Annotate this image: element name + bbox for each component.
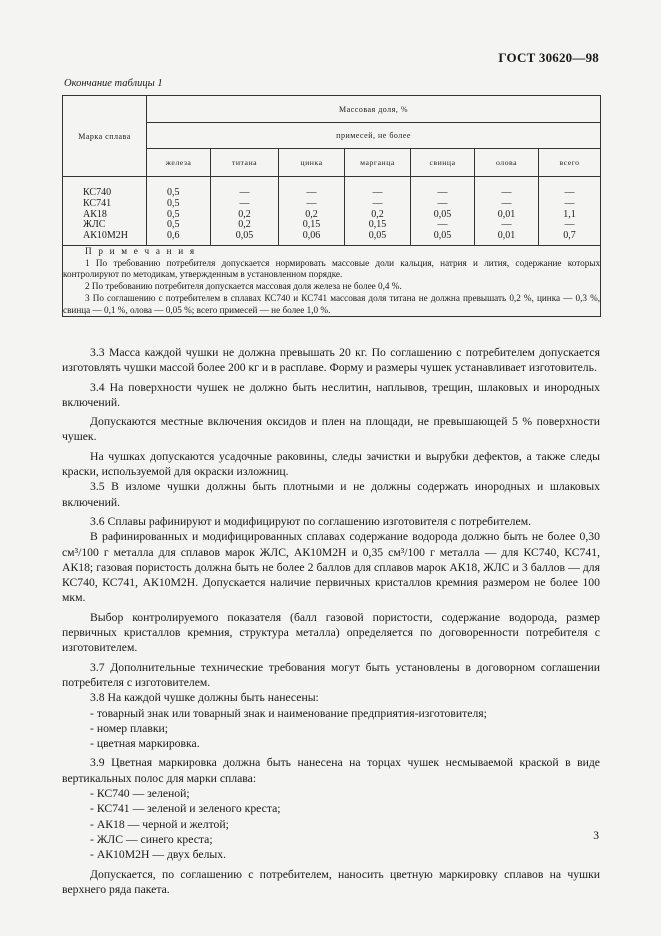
iron-values-cell: [147, 177, 211, 246]
paragraph: 3.7 Дополнительные технические требования могут быть установлены в договорном соглашении потребителя с изготовителем.: [62, 660, 600, 689]
table-value: 0,2: [371, 208, 384, 220]
table-value: —: [564, 219, 575, 231]
table-value: 0,5: [167, 208, 180, 220]
paragraph: 3.8 На каждой чушке должны быть нанесены:: [90, 691, 319, 705]
table-value: 0,6: [167, 230, 180, 242]
paragraph: Выбор контролируемого показателя (балл газовой пористости, содержание водорода, размер первичных кристаллов кремния, структура металла) определяется по договоренности потребителя с изготовителем.: [62, 610, 600, 655]
table-value: 0,2: [305, 208, 318, 220]
table-value: —: [564, 197, 575, 209]
note-item: 3 По соглашению с потребителем в сплавах КС740 и КС741 массовая доля титана не должна превышать 0,2 %, цинка — 0,3 %, свинца — 0,1 %, олова — 0,05 %; всего примесей — не более 1,0 %.: [63, 292, 601, 315]
list-item: - АК10М2Н — двух белых.: [90, 848, 227, 862]
table-value: —: [501, 197, 512, 209]
table-value: —: [239, 187, 250, 199]
paragraph: Допускаются местные включения оксидов и плен на площади, не превышающей 5 % поверхности чушек.: [62, 415, 600, 444]
table-value: —: [564, 187, 575, 199]
brand-name: ЖЛС: [83, 219, 106, 231]
paragraph: 3.3 Масса каждой чушки не должна превышать 20 кг. По соглашению с потребителем допускается изготовлять чушки массой более 200 кг и в расплаве. Форму и размеры чушек устанавливает изготовитель.: [62, 346, 600, 375]
note-item: 1 По требованию потребителя допускается нормировать массовые доли кальция, натрия и лития, содержание которых контролируют по методикам, утвержденным в установленном порядке.: [63, 257, 601, 280]
table-value: 0,2: [238, 208, 251, 220]
table-value: —: [501, 187, 512, 199]
brand-column-header: Марка сплава: [63, 96, 147, 177]
table-value: 0,7: [563, 230, 576, 242]
paragraph: Допускается, по соглашению с потребителем, наносить цветную маркировку сплавов на чушки верхнего ряда пакета.: [62, 867, 600, 896]
table-value: 0,05: [433, 230, 452, 242]
manganese-values-cell: [345, 177, 411, 246]
list-item: - КС741 — зеленой и зеленого креста;: [90, 802, 281, 816]
column-header-titanium: титана: [211, 149, 279, 177]
table-value: 0,15: [368, 219, 387, 231]
table-value: 0,05: [368, 230, 387, 242]
note-item: 2 По требованию потребителя допускается массовая доля железа не более 0,4 %.: [85, 281, 402, 292]
table-value: —: [372, 187, 383, 199]
table-value: 0,05: [433, 208, 452, 220]
table-value: —: [437, 187, 448, 199]
column-header-zinc: цинка: [279, 149, 345, 177]
table-value: 0,05: [235, 230, 254, 242]
table-value: 0,01: [497, 230, 516, 242]
list-item: - ЖЛС — синего креста;: [90, 832, 213, 846]
table-notes: [63, 246, 601, 317]
table-value: —: [306, 187, 317, 199]
notes-title: П р и м е ч а н и я: [85, 246, 197, 256]
brand-cell: [63, 177, 147, 246]
list-item: - товарный знак или товарный знак и наименование предприятия-изготовителя;: [90, 706, 487, 720]
table-value: 0,5: [167, 219, 180, 231]
paragraph: На чушках допускаются усадочные раковины, следы зачистки и вырубки дефектов, а также следы краски, используемой для окраски изложниц.: [62, 449, 600, 479]
titanium-values-cell: [211, 177, 279, 246]
table-value: 0,01: [497, 208, 516, 220]
list-item: - номер плавки;: [90, 721, 169, 735]
paragraph: 3.6 Сплавы рафинируют и модифицируют по соглашению изготовителя с потребителем.: [90, 514, 532, 528]
brand-name: КС741: [83, 197, 112, 209]
list-item: - цветная маркировка.: [90, 737, 200, 751]
list-item: - АК18 — черной и желтой;: [90, 817, 229, 831]
impurities-header: примесей, не более: [147, 123, 601, 149]
total-values-cell: [539, 177, 601, 246]
table-caption: Окончание таблицы 1: [64, 78, 163, 89]
document-id: ГОСТ 30620—98: [498, 50, 599, 65]
table-value: —: [239, 197, 250, 209]
mass-fraction-header: Массовая доля, %: [147, 96, 601, 123]
brand-name: АК18: [83, 208, 107, 220]
brand-name: КС740: [83, 187, 112, 199]
paragraph: В рафинированных и модифицированных сплавах содержание водорода должно быть не более 0,30 см³/100 г металла для сплавов марок ЖЛС, АК10М2Н и 0,35 см³/100 г металла — для КС740, КС741, АК18; газовая пористость должна быть не более 2 баллов для сплавов марок АК18, ЖЛС и 3 баллов — для КС740, КС741, АК10М2Н. Допускается наличие первичных кристаллов кремния размером не более 100 мкм.: [62, 530, 600, 605]
table-value: —: [437, 197, 448, 209]
tin-values-cell: [475, 177, 539, 246]
table-value: 0,06: [302, 230, 321, 242]
table-value: —: [372, 197, 383, 209]
column-header-lead: свинца: [411, 149, 475, 177]
paragraph: 3.5 В изломе чушки должны быть плотными и не должны содержать инородных и шлаковых включений.: [62, 480, 600, 509]
paragraph: 3.9 Цветная маркировка должна быть нанесена на торцах чушек несмываемой краской в виде вертикальных полос для марки сплава:: [62, 756, 600, 785]
page-number: 3: [593, 830, 599, 842]
table-value: 1,1: [563, 208, 576, 220]
table-value: —: [501, 219, 512, 231]
list-item: - КС740 — зеленой;: [90, 787, 190, 801]
lead-values-cell: [411, 177, 475, 246]
table-value: 0,15: [302, 219, 321, 231]
table-value: —: [306, 197, 317, 209]
column-header-manganese: марганца: [345, 149, 411, 177]
paragraph: 3.4 На поверхности чушек не должно быть неслитин, наплывов, трещин, шлаковых и инородных включений.: [62, 380, 600, 409]
composition-table: [62, 95, 601, 317]
table-value: 0,5: [167, 187, 180, 199]
table-value: 0,2: [238, 219, 251, 231]
column-header-tin: олова: [475, 149, 539, 177]
column-header-total: всего: [539, 149, 601, 177]
zinc-values-cell: [279, 177, 345, 246]
table-value: —: [437, 219, 448, 231]
table-value: 0,5: [167, 197, 180, 209]
brand-name: АК10М2Н: [83, 230, 129, 242]
body-text: [62, 345, 600, 897]
column-header-iron: железа: [147, 149, 211, 177]
